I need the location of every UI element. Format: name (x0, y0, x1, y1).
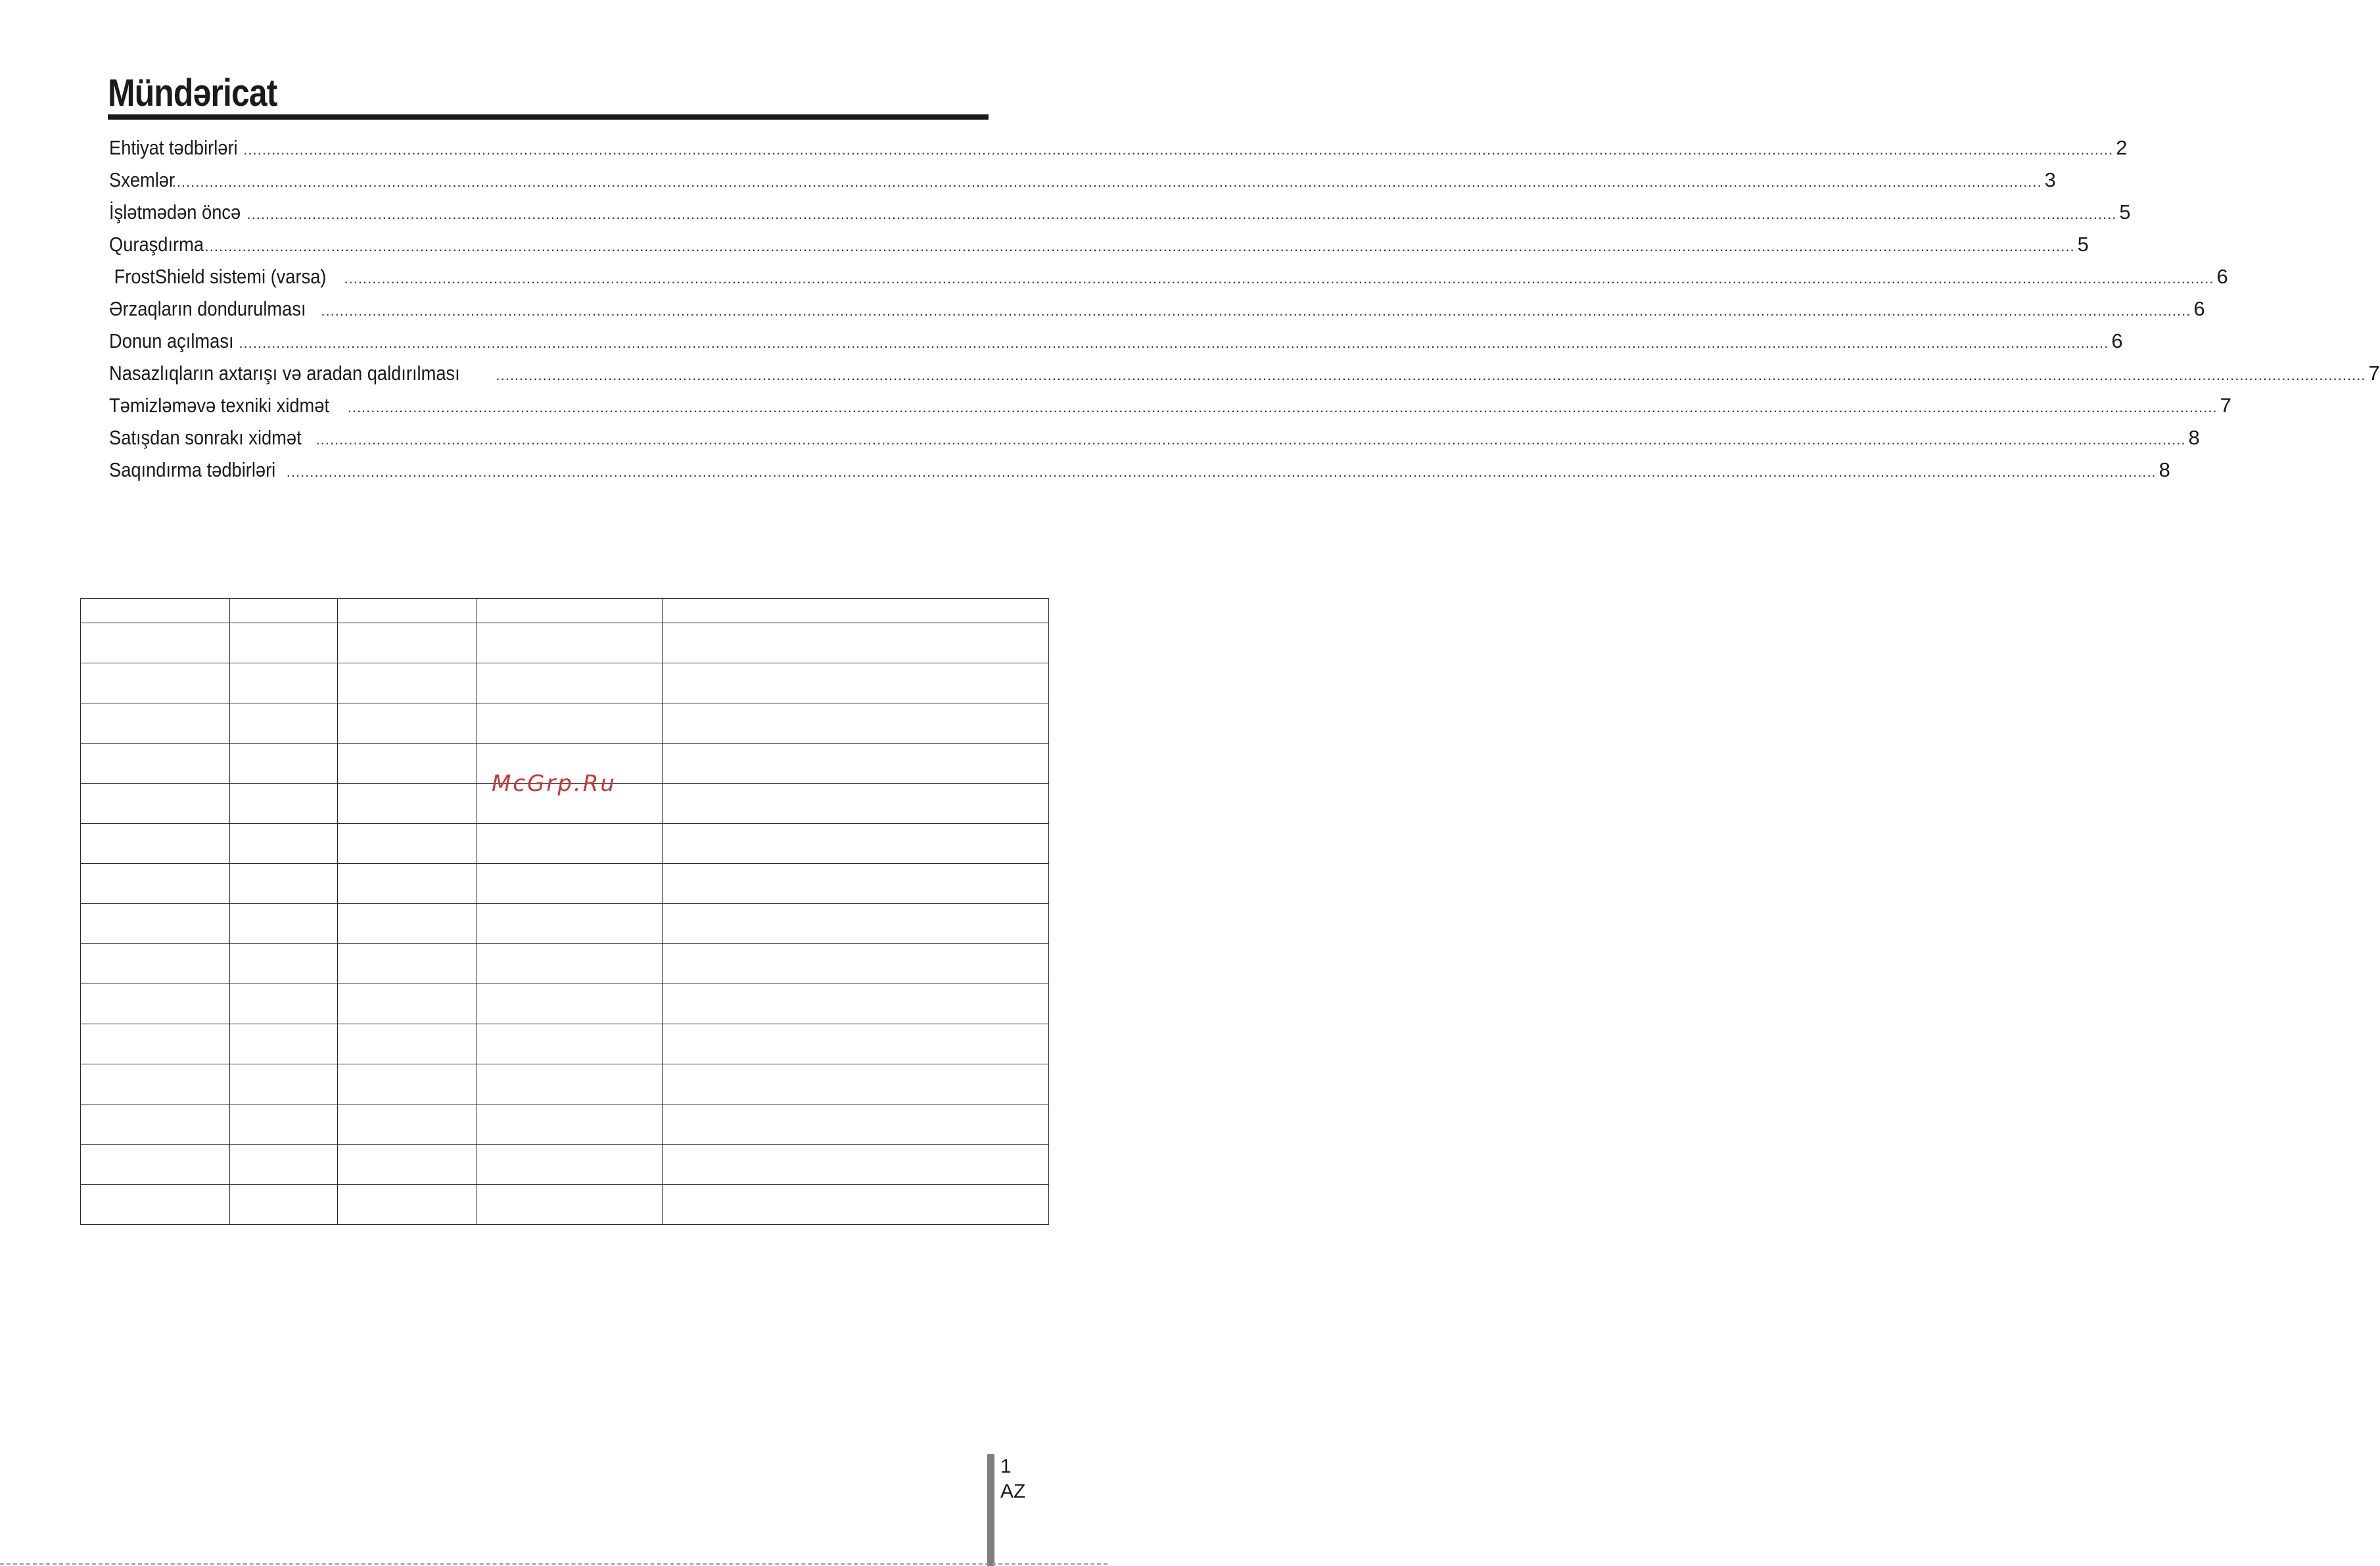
toc-entry-label: Ərzaqların dondurulması (109, 297, 306, 320)
toc-entry-page: 7 (2220, 394, 2231, 417)
table-cell (230, 984, 338, 1024)
table-cell (81, 703, 230, 744)
table-cell (663, 1104, 1049, 1145)
toc-entry-label: Quraşdırma (109, 233, 204, 256)
table-cell (477, 623, 663, 663)
toc-entry-page: 5 (2119, 201, 2131, 224)
table-row (81, 904, 1049, 944)
page-edge (0, 1563, 1108, 1565)
toc-leader-dots: ................................................................................................................................................................................................................................................................................................................................................................................................................ (246, 206, 2117, 222)
table-cell (338, 623, 477, 663)
page-footer (1000, 1454, 1025, 1504)
toc-entry[interactable] (109, 164, 2056, 196)
toc-entry-page: 3 (2044, 168, 2056, 191)
table-cell (230, 1024, 338, 1064)
table-cell (81, 744, 230, 784)
table-row (81, 944, 1049, 984)
table-cell (663, 703, 1049, 744)
page-title: Mündəricat (108, 72, 277, 114)
table-cell (81, 599, 230, 623)
table-cell (663, 944, 1049, 984)
table-cell (230, 824, 338, 864)
toc-leader-dots: ................................................................................................................................................................................................................................................................................................................................................................................................................ (496, 367, 2366, 383)
table-cell (663, 1064, 1049, 1104)
toc-entry[interactable] (109, 196, 2131, 228)
toc-entry-page: 6 (2216, 265, 2228, 288)
table-cell (81, 904, 230, 944)
table-cell (230, 1185, 338, 1225)
table-cell (477, 1024, 663, 1064)
table-cell (81, 623, 230, 663)
toc-entry-label: Donun açılması (109, 329, 234, 352)
toc-entry-page: 6 (2193, 297, 2205, 320)
toc-entry[interactable] (109, 357, 2380, 389)
table-row (81, 623, 1049, 663)
table-cell (663, 663, 1049, 703)
table-row (81, 864, 1049, 904)
toc-entry-page: 8 (2158, 458, 2170, 481)
toc-entry-page: 2 (2116, 136, 2128, 159)
table-cell (81, 824, 230, 864)
toc-entry[interactable] (109, 389, 2231, 421)
page-number: 1 (1000, 1456, 1012, 1477)
table-row (81, 1024, 1049, 1064)
table-cell (477, 1104, 663, 1145)
toc-leader-dots: ................................................................................................................................................................................................................................................................................................................................................................................................................ (243, 141, 2114, 158)
table-cell (338, 1145, 477, 1185)
toc-entry[interactable] (109, 454, 2170, 486)
toc-leader-dots: ................................................................................................................................................................................................................................................................................................................................................................................................................ (172, 174, 2042, 190)
table-cell (338, 944, 477, 984)
toc-entry[interactable] (109, 293, 2205, 325)
table-cell (338, 1064, 477, 1104)
table-cell (81, 1064, 230, 1104)
table-row (81, 663, 1049, 703)
table-cell (338, 904, 477, 944)
toc-entry[interactable] (109, 260, 2228, 293)
toc-leader-dots: ................................................................................................................................................................................................................................................................................................................................................................................................................ (321, 302, 2191, 319)
toc-entry[interactable] (109, 325, 2123, 357)
table-cell (230, 1145, 338, 1185)
table-cell (230, 784, 338, 824)
table-cell (230, 1104, 338, 1145)
table-cell (663, 599, 1049, 623)
table-cell (663, 904, 1049, 944)
toc-leader-dots: ................................................................................................................................................................................................................................................................................................................................................................................................................ (239, 335, 2109, 351)
table-cell (230, 1064, 338, 1104)
toc-entry-page: 8 (2188, 426, 2200, 449)
toc-entry-label: Ehtiyat tədbirləri (109, 136, 238, 159)
table-cell (230, 663, 338, 703)
language-code: AZ (1000, 1481, 1026, 1502)
table-cell (81, 663, 230, 703)
title-underline (108, 114, 989, 120)
table-cell (81, 1104, 230, 1145)
table-cell (338, 599, 477, 623)
table-cell (663, 984, 1049, 1024)
table-cell (81, 1185, 230, 1225)
table-cell (338, 1104, 477, 1145)
toc-entry[interactable] (109, 228, 2089, 260)
toc-entry-page: 5 (2077, 233, 2089, 256)
table-cell (477, 599, 663, 623)
toc-leader-dots: ................................................................................................................................................................................................................................................................................................................................................................................................................ (344, 270, 2214, 287)
table-cell (230, 744, 338, 784)
table-cell (477, 904, 663, 944)
table-cell (338, 1024, 477, 1064)
table-cell (663, 1145, 1049, 1185)
table-cell (663, 744, 1049, 784)
table-row (81, 1104, 1049, 1145)
toc-leader-dots: ................................................................................................................................................................................................................................................................................................................................................................................................................ (347, 399, 2218, 415)
table-cell (81, 864, 230, 904)
table-row (81, 703, 1049, 744)
table-of-contents (109, 131, 2380, 486)
table-row (81, 1064, 1049, 1104)
table-cell (81, 1145, 230, 1185)
table-cell (663, 824, 1049, 864)
table-cell (230, 703, 338, 744)
table-cell (338, 864, 477, 904)
toc-leader-dots: ................................................................................................................................................................................................................................................................................................................................................................................................................ (286, 463, 2157, 480)
toc-entry-label: Satışdan sonrakı xidmət (109, 426, 302, 449)
table-cell (477, 944, 663, 984)
table-cell (338, 663, 477, 703)
table-cell (477, 984, 663, 1024)
table-cell (230, 864, 338, 904)
table-row (81, 824, 1049, 864)
table-header-row (81, 599, 1049, 623)
table-cell (81, 944, 230, 984)
table-row (81, 1145, 1049, 1185)
table-row (81, 1185, 1049, 1225)
toc-leader-dots: ................................................................................................................................................................................................................................................................................................................................................................................................................ (204, 238, 2075, 254)
table-cell (663, 864, 1049, 904)
toc-entry-label: Sxemlər (109, 168, 175, 191)
table-cell (663, 1024, 1049, 1064)
table-row (81, 984, 1049, 1024)
table-cell (338, 744, 477, 784)
table-cell (477, 864, 663, 904)
blank-table (80, 598, 1049, 1225)
table-cell (338, 784, 477, 824)
table-cell (477, 1185, 663, 1225)
toc-entry[interactable] (109, 421, 2200, 454)
watermark: McGrp.Ru (492, 771, 617, 797)
table-cell (338, 1185, 477, 1225)
toc-entry-label: Nasazlıqların axtarışı və aradan qaldırılması (109, 362, 460, 385)
table-cell (230, 944, 338, 984)
table-cell (477, 1145, 663, 1185)
table-cell (81, 784, 230, 824)
toc-entry-label: İşlətmədən öncə (109, 201, 241, 224)
table-cell (81, 1024, 230, 1064)
table-cell (477, 1064, 663, 1104)
table-cell (230, 904, 338, 944)
table-cell (338, 824, 477, 864)
toc-entry-label: Saqındırma tədbirləri (109, 458, 276, 481)
table-cell (338, 984, 477, 1024)
table-cell (477, 703, 663, 744)
table-cell (477, 663, 663, 703)
table-cell (477, 824, 663, 864)
table-cell (663, 784, 1049, 824)
table-cell (230, 599, 338, 623)
table-cell (81, 984, 230, 1024)
toc-entry-label: Təmizləməvə texniki xidmət (109, 394, 330, 417)
table-cell (663, 1185, 1049, 1225)
toc-entry-page: 7 (2368, 362, 2380, 385)
toc-entry-page: 6 (2111, 329, 2123, 352)
table-cell (230, 623, 338, 663)
page-marker-bar (987, 1454, 994, 1566)
toc-entry-label: FrostShield sistemi (varsa) (109, 265, 327, 288)
toc-leader-dots: ................................................................................................................................................................................................................................................................................................................................................................................................................ (315, 431, 2186, 448)
table-cell (338, 703, 477, 744)
table-cell (663, 623, 1049, 663)
toc-entry[interactable] (109, 131, 2128, 164)
